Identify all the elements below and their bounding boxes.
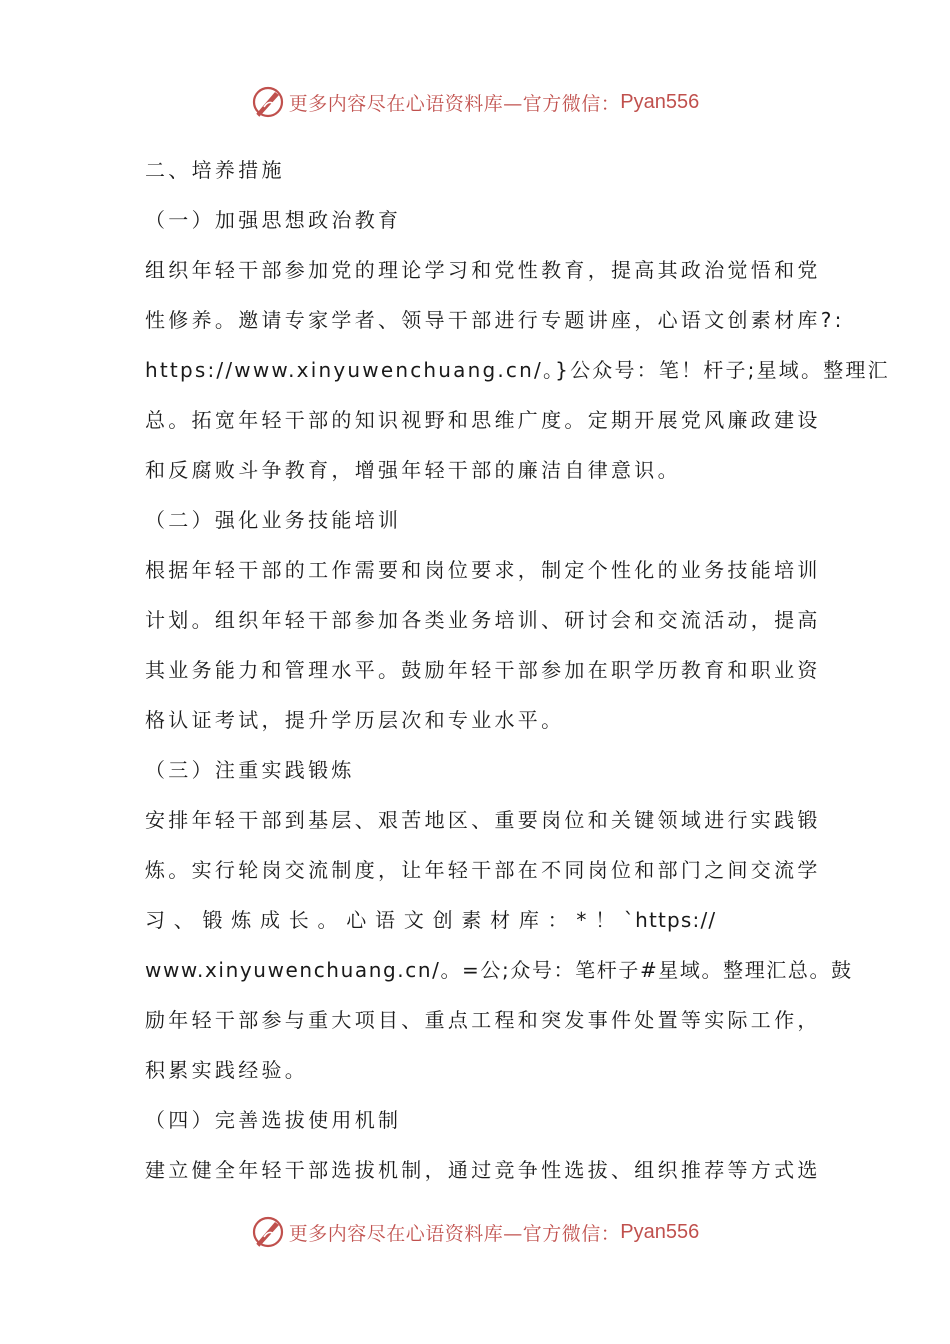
paragraph-line: https://www.xinyuwenchuang.cn/。}公众号：笔！杆子;星域。整理汇 <box>145 358 890 382</box>
subsection-heading: （一）加强思想政治教育 <box>145 208 402 232</box>
banner-wechat-id: Pyan556 <box>620 1220 700 1243</box>
banner-text: 更多内容尽在心语资料库—官方微信： <box>288 92 621 115</box>
banner-text: 更多内容尽在心语资料库—官方微信： <box>288 1222 621 1245</box>
paragraph-line: 炼。实行轮岗交流制度，让年轻干部在不同岗位和部门之间交流学 <box>145 858 821 882</box>
paragraph-line: 计划。组织年轻干部参加各类业务培训、研讨会和交流活动，提高 <box>145 608 821 632</box>
paragraph-line: 安排年轻干部到基层、艰苦地区、重要岗位和关键领域进行实践锻 <box>145 808 821 832</box>
subsection-heading: （二）强化业务技能培训 <box>145 508 402 532</box>
paragraph-line: www.xinyuwenchuang.cn/。=公;众号：笔杆子#星域。整理汇总。鼓 <box>145 958 853 982</box>
subsection-heading: （三）注重实践锻炼 <box>145 758 355 782</box>
paragraph-line: 格认证考试，提升学历层次和专业水平。 <box>145 708 565 732</box>
paragraph-line: 积累实践经验。 <box>145 1058 309 1082</box>
paragraph-line: 励年轻干部参与重大项目、重点工程和突发事件处置等实际工作， <box>145 1008 821 1032</box>
header-watermark-banner <box>0 82 950 122</box>
document-body <box>145 150 890 1200</box>
paragraph-line: 其业务能力和管理水平。鼓励年轻干部参加在职学历教育和职业资 <box>145 658 821 682</box>
pen-logo-icon <box>251 1215 285 1249</box>
paragraph-line: 建立健全年轻干部选拔机制，通过竞争性选拔、组织推荐等方式选 <box>145 1158 821 1182</box>
paragraph-line: 总。拓宽年轻干部的知识视野和思维广度。定期开展党风廉政建设 <box>145 408 821 432</box>
paragraph-line: 习 、 锻 炼 成 长 。 心 语 文 创 素 材 库 ： * ！ `https:// <box>145 908 717 932</box>
paragraph-line: 和反腐败斗争教育，增强年轻干部的廉洁自律意识。 <box>145 458 681 482</box>
paragraph-line: 根据年轻干部的工作需要和岗位要求，制定个性化的业务技能培训 <box>145 558 821 582</box>
footer-watermark-banner <box>0 1212 950 1252</box>
banner-wechat-id: Pyan556 <box>620 90 700 113</box>
paragraph-line: 组织年轻干部参加党的理论学习和党性教育，提高其政治觉悟和党 <box>145 258 821 282</box>
subsection-heading: （四）完善选拔使用机制 <box>145 1108 402 1132</box>
pen-logo-icon <box>251 85 285 119</box>
paragraph-line: 性修养。邀请专家学者、领导干部进行专题讲座，心语文创素材库?: <box>145 308 845 332</box>
section-heading: 二、培养措施 <box>145 158 285 182</box>
